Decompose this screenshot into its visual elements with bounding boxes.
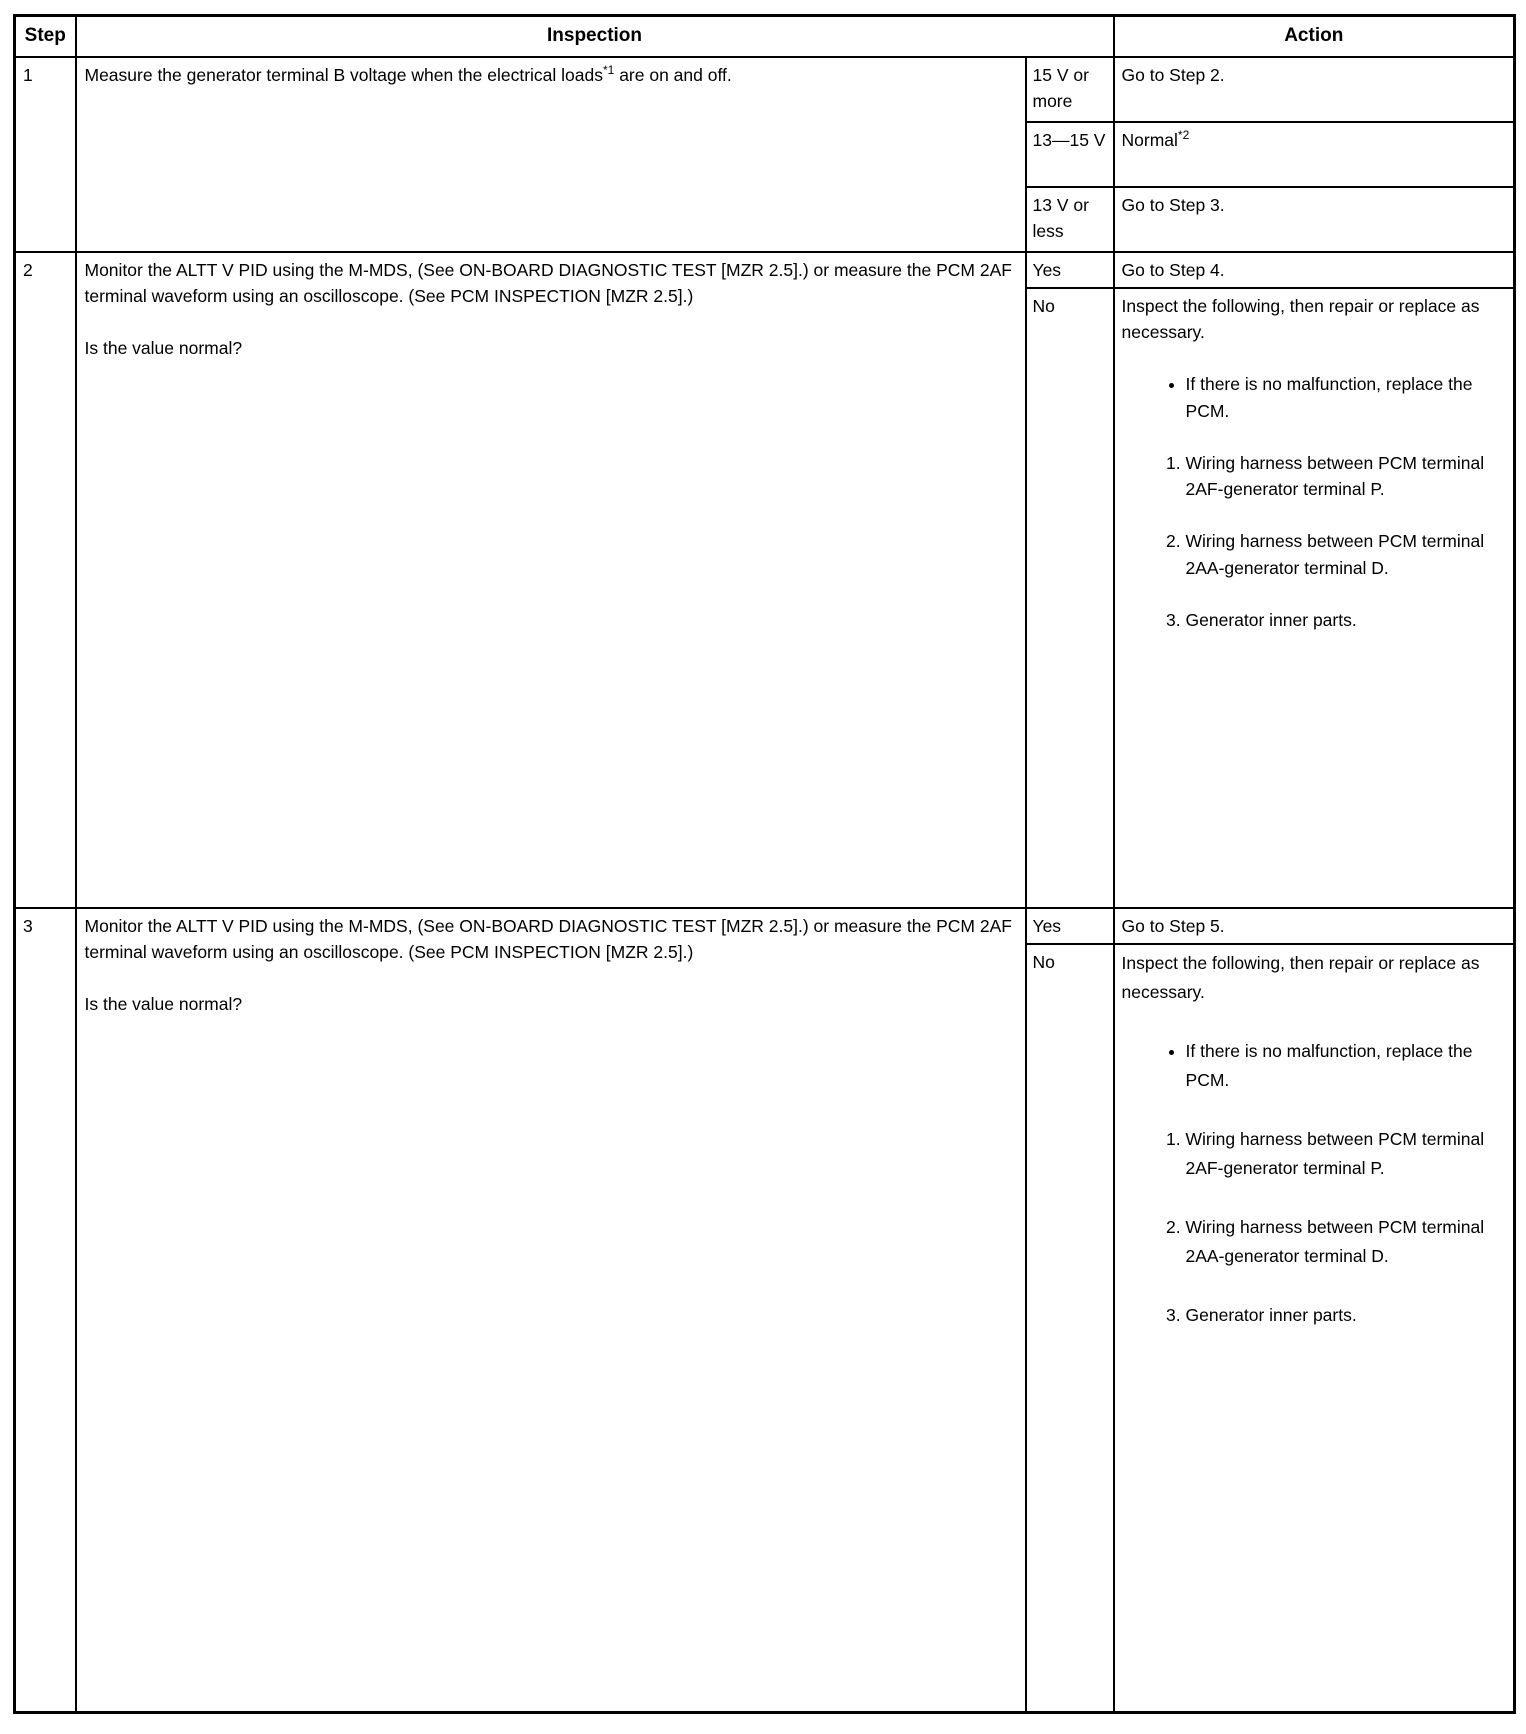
inspection-text <box>85 62 1017 88</box>
action-bullet-item: • If there is no malfunction, replace the PCM. <box>1186 371 1508 424</box>
action-intro: Inspect the following, then repair or replace as necessary. <box>1121 295 1480 342</box>
step-number-3: 3 <box>15 908 76 1712</box>
inspection-question: Is the value normal? <box>84 338 243 358</box>
action-cell <box>1114 122 1515 187</box>
step-number-2: 2 <box>15 252 76 908</box>
action-numbered-list <box>1122 450 1508 633</box>
result-condition-yes: Yes <box>1026 252 1114 288</box>
header-step: Step <box>15 16 76 57</box>
step-number-1: 1 <box>15 57 76 252</box>
action-numbered-item: 3. Generator inner parts. <box>1186 607 1508 633</box>
inspection-paragraph: Monitor the ALTT V PID using the M-MDS, (See ON-BOARD DIAGNOSTIC TEST [MZR 2.5].) or measure the PCM 2AF terminal waveform using an oscilloscope. (See PCM INSPECTION [MZR 2.5].) <box>84 915 1012 962</box>
inspection-cell-3 <box>76 908 1026 1712</box>
action-cell-no <box>1114 288 1515 908</box>
action-cell: Go to Step 4. <box>1114 252 1515 288</box>
action-numbered-item: 1. Wiring harness between PCM terminal 2AF-generator terminal P. <box>1186 450 1508 503</box>
inspection-text-main: Measure the generator terminal B voltage when the electrical loads <box>84 64 603 85</box>
header-inspection: Inspection <box>76 16 1114 57</box>
table-row <box>15 252 1515 288</box>
action-cell-no <box>1114 944 1515 1712</box>
action-text: Normal <box>1121 129 1178 150</box>
result-condition-yes: Yes <box>1026 908 1114 944</box>
table-header-row <box>15 16 1515 57</box>
inspection-text-tail: are on and off. <box>614 64 732 85</box>
table-row <box>15 908 1515 944</box>
action-cell: Go to Step 5. <box>1114 908 1515 944</box>
result-condition: 15 V or more <box>1026 57 1114 122</box>
action-numbered-list <box>1122 1125 1508 1330</box>
inspection-question: Is the value normal? <box>84 994 243 1015</box>
result-condition-no: No <box>1026 944 1114 1712</box>
action-cell: Go to Step 3. <box>1114 187 1515 252</box>
action-bullet-list <box>1122 1037 1508 1095</box>
diagnostic-table <box>13 14 1516 1714</box>
action-intro: Inspect the following, then repair or replace as necessary. <box>1121 953 1480 1003</box>
result-condition-no: No <box>1026 288 1114 908</box>
action-numbered-item: 2. Wiring harness between PCM terminal 2AA-generator terminal D. <box>1186 528 1508 581</box>
footnote-ref-1: *1 <box>602 62 615 77</box>
result-condition: 13—15 V <box>1026 122 1114 187</box>
table-row <box>15 57 1515 122</box>
inspection-cell-2 <box>76 252 1026 908</box>
inspection-cell-1 <box>76 57 1026 252</box>
action-numbered-item: 2. Wiring harness between PCM terminal 2AA-generator terminal D. <box>1186 1213 1508 1271</box>
result-condition: 13 V or less <box>1026 187 1114 252</box>
action-bullet-list <box>1122 371 1508 424</box>
action-bullet-item: • If there is no malfunction, replace the PCM. <box>1186 1037 1508 1095</box>
action-cell: Go to Step 2. <box>1114 57 1515 122</box>
footnote-ref-2: *2 <box>1177 127 1190 142</box>
action-numbered-item: 1. Wiring harness between PCM terminal 2AF-generator terminal P. <box>1186 1125 1508 1183</box>
action-numbered-item: 3. Generator inner parts. <box>1186 1301 1508 1330</box>
inspection-paragraph: Monitor the ALTT V PID using the M-MDS, (See ON-BOARD DIAGNOSTIC TEST [MZR 2.5].) or measure the PCM 2AF terminal waveform using an oscilloscope. (See PCM INSPECTION [MZR 2.5].) <box>84 259 1012 306</box>
header-action: Action <box>1114 16 1515 57</box>
